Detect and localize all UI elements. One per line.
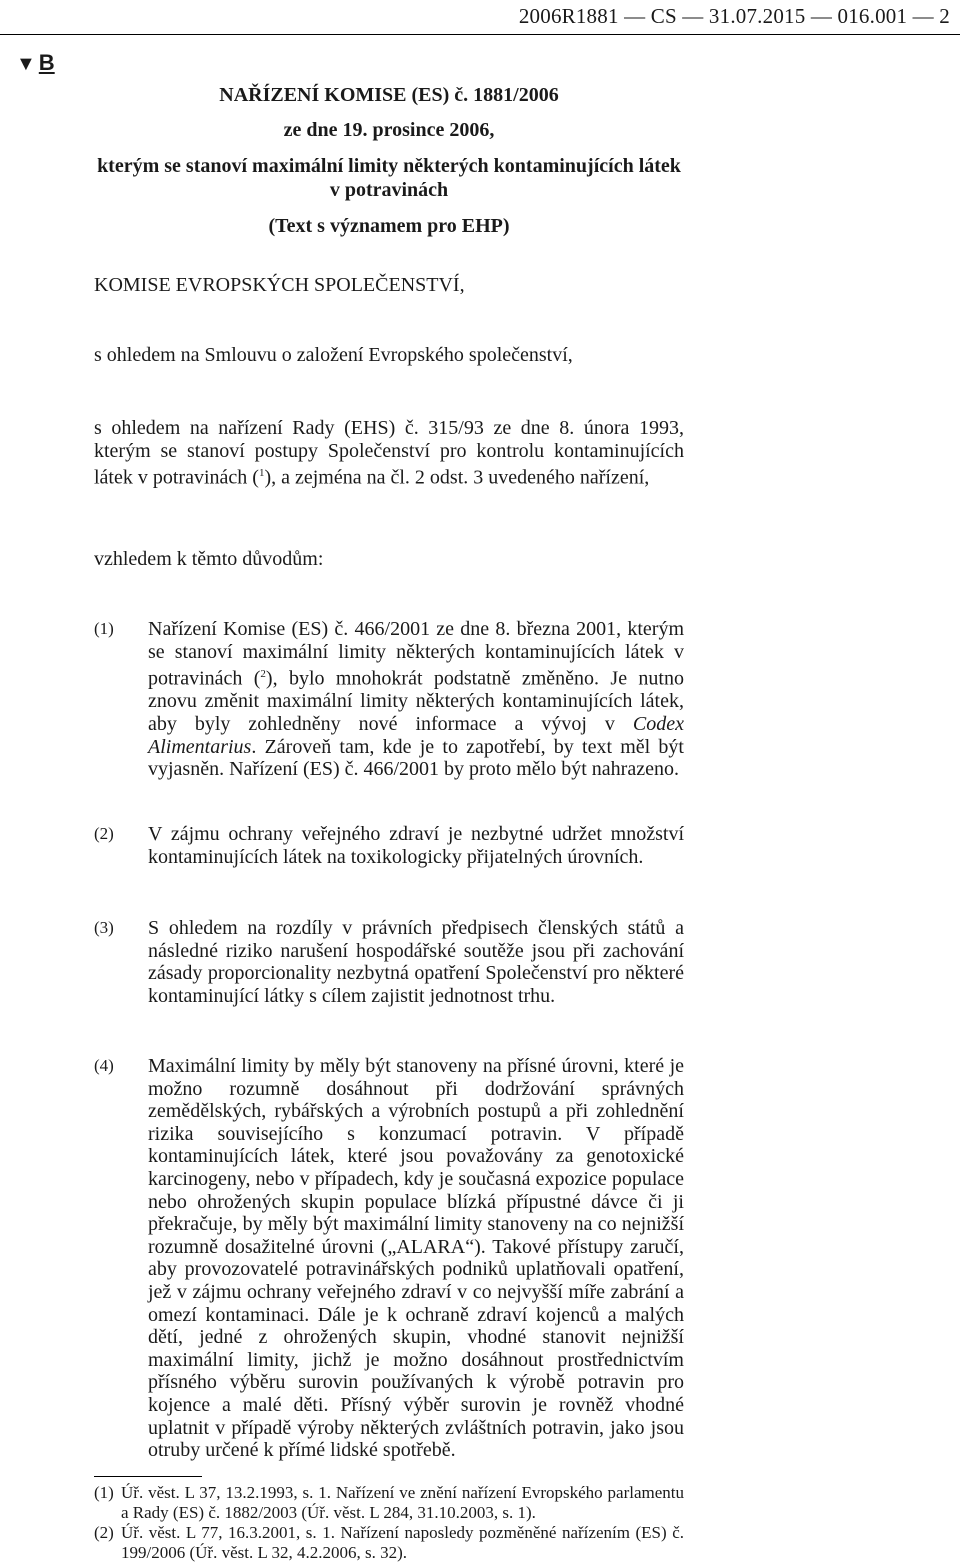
citation-treaty: s ohledem na Smlouvu o založení Evropského společenství, (94, 344, 573, 366)
footnote-number: (1) (94, 1483, 114, 1502)
regulation-date: ze dne 19. prosince 2006, (283, 119, 495, 141)
citation-regulation-text-b: ), a zejména na čl. 2 odst. 3 uvedeného nařízení, (264, 466, 650, 489)
recital-number: (2) (94, 824, 114, 843)
footnote-text: Úř. věst. L 77, 16.3.2001, s. 1. Nařízení naposledy pozměněné nařízením (ES) č. 199/2006 (Úř. věst. L 32, 4.2.2006, s. 32). (121, 1523, 684, 1562)
triangle-down-icon: ▼ (16, 53, 36, 75)
footnote-1 (94, 1483, 684, 1523)
regulation-subject-line-1: kterým se stanoví maximální limity některých kontaminujících látek (97, 155, 681, 177)
commission-heading: KOMISE EVROPSKÝCH SPOLEČENSTVÍ, (94, 274, 465, 296)
recital-text: S ohledem na rozdíly v právních předpisech členských států a následné riziko narušení hospodářské soutěže jsou při zachování zásady proporcionality nezbytná opatření Společenství pro některé kontaminující látky s cílem zajistit jednotnost trhu. (148, 917, 684, 1007)
recital-2 (94, 823, 684, 868)
consolidation-marker (16, 50, 55, 76)
document-reference: 2006R1881 — CS — 31.07.2015 — 016.001 — 2 (518, 4, 950, 28)
citation-regulation-text-a: s ohledem na nařízení Rady (EHS) č. 315/93 ze dne 8. února 1993, kterým se stanoví postupy Společenství pro kontrolu kontaminujících látek v potravinách ( (94, 417, 684, 489)
eea-relevance: (Text s významem pro EHP) (268, 215, 510, 237)
citation-regulation (94, 417, 684, 489)
footnote-ref-2: 2 (260, 668, 266, 681)
regulation-title: NAŘÍZENÍ KOMISE (ES) č. 1881/2006 (219, 84, 559, 106)
recital-number: (1) (94, 619, 114, 638)
regulation-subject-line-2: v potravinách (329, 179, 449, 201)
footnote-ref-1: 1 (258, 467, 265, 480)
recital-text: V zájmu ochrany veřejného zdraví je nezbytné udržet množství kontaminujících látek na toxikologicky přijatelných úrovních. (148, 823, 684, 868)
footnote-2 (94, 1523, 684, 1563)
recital-number: (3) (94, 918, 114, 937)
footnote-text: Úř. věst. L 37, 13.2.1993, s. 1. Nařízení ve znění nařízení Evropského parlamentu a Rady (ES) č. 1882/2003 (Úř. věst. L 284, 31.10.2003, s. 1). (121, 1483, 684, 1522)
recital-4 (94, 1055, 684, 1462)
recital-text: Maximální limity by měly být stanoveny na přísné úrovni, které je možno rozumně dosáhnout při dodržování správných zemědělských, rybářských a výrobních postupů a při zohlednění rizika souvisejícího s konzumací potravin. V případě kontaminujících látek, které jsou považovány za genotoxické karcinogeny, nebo v případech, kdy je současná expozice populace nebo ohrožených skupin populace blízká přípustné dávce či ji překračuje, by měly být maximální limity stanoveny na co nejnižší rozumně dosažitelné úrovni („ALARA“). Takové přístupy zaručí, aby provozovatelé potravinářských podniků uplatňovali opatření, jež v zájmu ochrany veřejného zdraví v co nejvyšší míře zabrání a omezí kontaminaci. Dále je k ochraně zdraví kojenců a malých dětí, jedné z ohrožených skupin, vhodné stanovit nejnižší maximální limity, jichž je možno dosáhnout prostřednictvím přísného výběru surovin používaných k výrobě potravin pro kojence a malé děti. Přísný výběr surovin je rovněž vhodné uplatnit v případě výroby některých zvláštních potravin, jako jsou otruby určené k přímé lidské spotřebě. (148, 1055, 684, 1462)
whereas-intro: vzhledem k těmto důvodům: (94, 548, 324, 570)
recital-number: (4) (94, 1056, 114, 1075)
recital-text-b: ), bylo mnohokrát podstatně změněno. Je nutno znovu změnit maximální limity některých kontaminujících látek, aby byly zohledněny nové informace a vývoj v (148, 667, 684, 736)
codex-alimentarius: Codex Alimentarius (148, 713, 684, 758)
recital-text-a: Nařízení Komise (ES) č. 466/2001 ze dne 8. března 2001, kterým se stanoví maximální limity některých kontaminujících látek v potravinách ( (148, 618, 684, 690)
recital-text-c: . Zároveň tam, kde je to zapotřebí, by text měl být vyjasněn. Nařízení (ES) č. 466/2001 by proto mělo být nahrazeno. (148, 735, 684, 781)
recital-3 (94, 917, 684, 1007)
marker-letter: B (38, 50, 55, 75)
footnote-number: (2) (94, 1523, 114, 1542)
regulation-subject (94, 154, 684, 202)
page-header (0, 0, 960, 35)
recital-text (148, 618, 684, 781)
recital-1 (94, 618, 684, 781)
footnote-divider (94, 1476, 202, 1477)
